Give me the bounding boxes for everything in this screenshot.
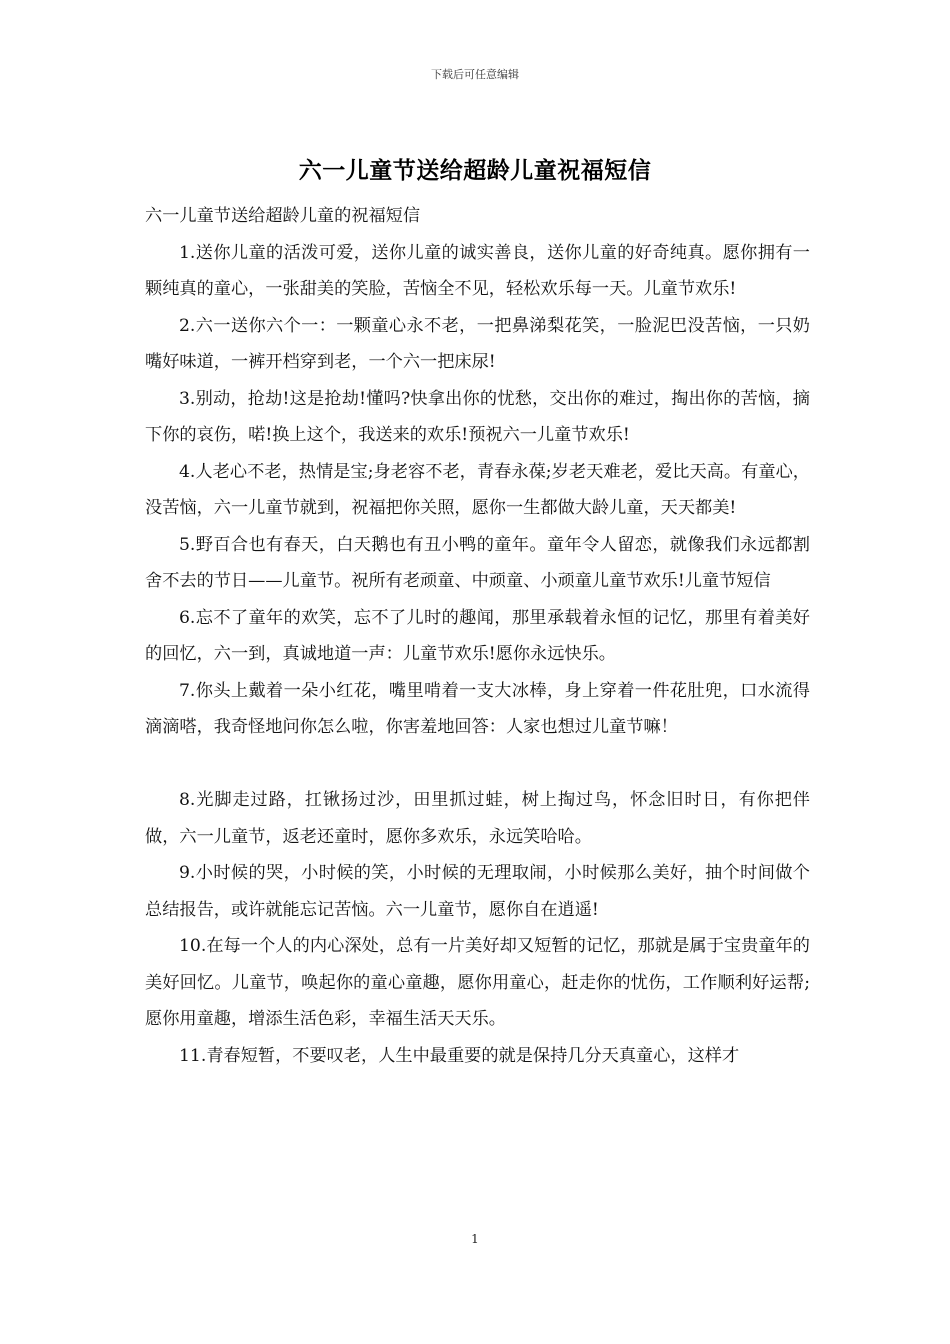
message-item-5: 5.野百合也有春天，白天鹅也有丑小鸭的童年。童年令人留恋，就像我们永远都割舍不去的节日——儿童节。祝所有老顽童、中顽童、小顽童儿童节欢乐!儿童节短信 <box>145 534 810 591</box>
page-header: 下载后可任意编辑 <box>431 68 519 81</box>
document-title: 六一儿童节送给超龄儿童祝福短信 <box>298 158 652 184</box>
message-item-3: 3.别动，抢劫!这是抢劫!懂吗?快拿出你的忧愁，交出你的难过，掏出你的苦恼，摘下你的哀伤，喏!换上这个，我送来的欢乐!预祝六一儿童节欢乐! <box>145 388 810 445</box>
page-number: 1 <box>471 1232 479 1246</box>
document-subtitle: 六一儿童节送给超龄儿童的祝福短信 <box>145 206 421 226</box>
message-item-11: 11.青春短暂，不要叹老，人生中最重要的就是保持几分天真童心，这样才 <box>179 1045 740 1066</box>
message-item-1: 1.送你儿童的活泼可爱，送你儿童的诚实善良，送你儿童的好奇纯真。愿你拥有一颗纯真的童心，一张甜美的笑脸，苦恼全不见，轻松欢乐每一天。儿童节欢乐! <box>145 242 810 299</box>
message-item-2: 2.六一送你六个一：一颗童心永不老，一把鼻涕梨花笑，一脸泥巴没苦恼，一只奶嘴好味道，一裤开档穿到老，一个六一把床尿! <box>145 315 810 372</box>
message-item-7: 7.你头上戴着一朵小红花，嘴里啃着一支大冰棒，身上穿着一件花肚兜，口水流得滴滴嗒，我奇怪地问你怎么啦，你害羞地回答：人家也想过儿童节嘛！ <box>145 680 810 737</box>
message-item-6: 6.忘不了童年的欢笑，忘不了儿时的趣闻，那里承载着永恒的记忆，那里有着美好的回忆，六一到，真诚地道一声：儿童节欢乐!愿你永远快乐。 <box>145 607 810 664</box>
document-body <box>145 198 810 1074</box>
message-item-9: 9.小时候的哭，小时候的笑，小时候的无理取闹，小时候那么美好，抽个时间做个总结报告，或许就能忘记苦恼。六一儿童节，愿你自在逍遥! <box>145 863 810 920</box>
paragraph-gap <box>145 746 810 783</box>
message-item-8: 8.光脚走过路，扛锹扬过沙，田里抓过蛙，树上掏过鸟，怀念旧时日，有你把伴做，六一儿童节，返老还童时，愿你多欢乐，永远笑哈哈。 <box>145 790 810 847</box>
message-item-4: 4.人老心不老，热情是宝;身老容不老，青春永葆;岁老天难老，爱比天高。有童心，没苦恼，六一儿童节就到，祝福把你关照，愿你一生都做大龄儿童，天天都美! <box>145 461 810 518</box>
message-item-10: 10.在每一个人的内心深处，总有一片美好却又短暂的记忆，那就是属于宝贵童年的美好回忆。儿童节，唤起你的童心童趣，愿你用童心，赶走你的忧伤，工作顺利好运帮;愿你用童趣，增添生活色彩，幸福生活天天乐。 <box>145 936 810 1029</box>
